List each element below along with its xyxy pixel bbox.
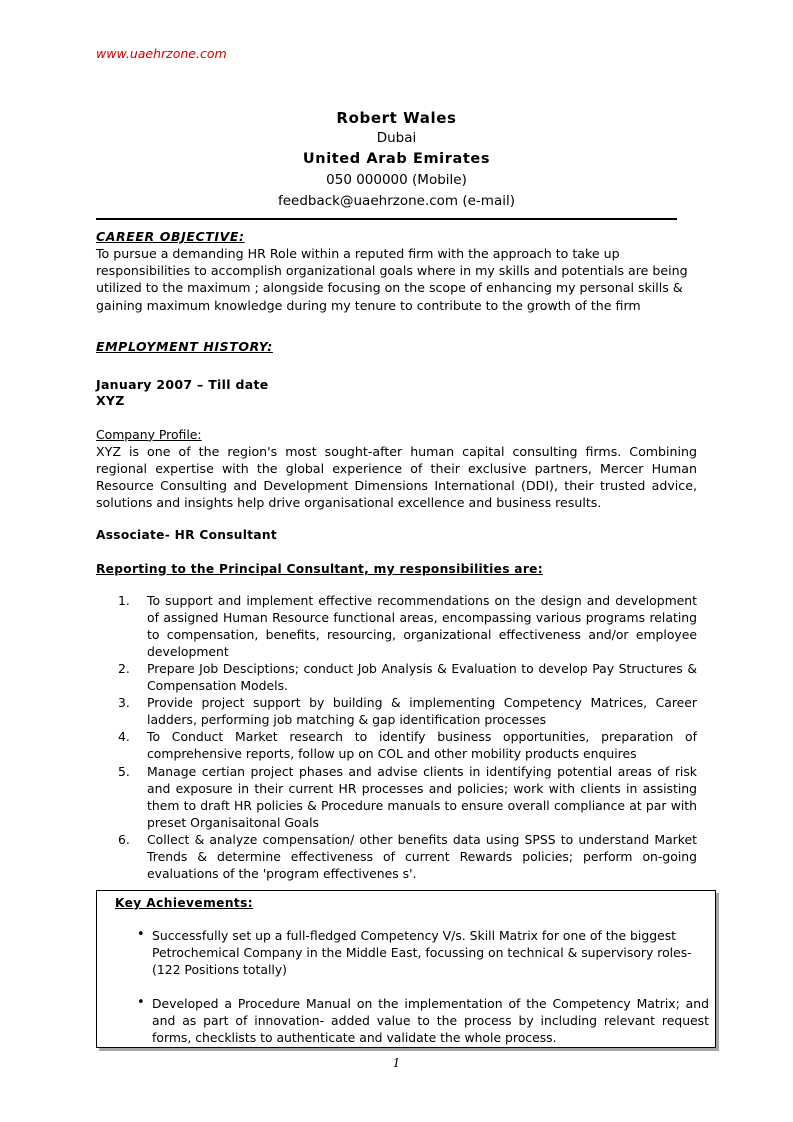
candidate-email: feedback@uaehrzone.com (e-mail) xyxy=(277,193,515,209)
candidate-country: United Arab Emirates xyxy=(302,151,491,167)
spacer xyxy=(96,355,697,377)
list-item-number: 2. xyxy=(118,661,130,676)
job-date-range: January 2007 – Till date xyxy=(96,376,269,392)
list-item xyxy=(97,927,717,978)
candidate-phone: 050 000000 (Mobile) xyxy=(326,172,467,188)
page-number: 1 xyxy=(392,1056,401,1070)
list-item xyxy=(97,995,717,1046)
reporting-heading: Reporting to the Principal Consultant, my responsibilities are: xyxy=(96,561,543,576)
list-item xyxy=(96,592,697,660)
spacer xyxy=(96,409,697,424)
list-item-number: 1. xyxy=(118,592,130,608)
list-item xyxy=(96,831,697,882)
list-item-text: Developed a Procedure Manual on the implementation of the Competency Matrix; and and as part of innovation- added value to the process by including relevant request forms, checklists to authenticate and validate the whole process. xyxy=(152,996,709,1046)
list-item-text: To Conduct Market research to identify business opportunities, preparation of comprehensive reports, follow up on COL and other mobility products enquires xyxy=(147,729,697,762)
resume-header xyxy=(96,108,697,212)
responsibilities-list xyxy=(96,592,697,883)
reporting-heading-wrap xyxy=(96,558,697,577)
key-achievements-box xyxy=(96,890,716,1048)
company-profile-label: Company Profile: xyxy=(96,426,202,442)
bullet-icon: • xyxy=(137,927,145,942)
career-objective-section xyxy=(96,226,697,245)
bullet-icon: • xyxy=(137,995,145,1011)
employment-history-heading: EMPLOYMENT HISTORY: xyxy=(96,338,273,354)
spacer xyxy=(96,543,697,558)
list-item-number: 6. xyxy=(118,831,130,847)
list-item-text: Collect & analyze compensation/ other benefits data using SPSS to understand Market Trends & determine effectiveness of current Rewards policies; perform on-going evaluations of the 'program effectivenes s'. xyxy=(147,831,697,882)
candidate-city: Dubai xyxy=(376,130,417,146)
list-item-text: To support and implement effective recommendations on the design and development of assigned Human Resource functional areas, encompassing various programs relating to compensation, benefits, resourcing, organizational effectiveness and/or employee development xyxy=(147,592,697,659)
document-body xyxy=(96,226,697,882)
list-item-text: Manage certian project phases and advise clients in identifying potential areas of risk and exposure in their current HR processes and policies; work with clients in assisting them to draft HR policies & Procedure manuals to ensure overall compliance at par with preset Organisaitonal Goals xyxy=(147,763,697,830)
spacer xyxy=(96,577,697,592)
career-objective-text: To pursue a demanding HR Role within a reputed firm with the approach to take up responsibilities to accomplish organizational goals where in my skills and potentials are being utilized to the maximum ; alongside focusing on the scope of enhancing my personal skills & gaining maximum knowledge during my tenure to contribute to the growth of the firm xyxy=(96,246,688,313)
list-item xyxy=(96,660,697,694)
list-item-number: 5. xyxy=(118,763,130,779)
list-item xyxy=(96,728,697,762)
list-item xyxy=(96,694,697,728)
spacer xyxy=(96,314,697,336)
key-achievements-list xyxy=(97,927,717,1064)
site-url-watermark: www.uaehrzone.com xyxy=(96,46,227,61)
job-company-name: XYZ xyxy=(96,392,125,408)
header-divider-rule xyxy=(96,218,677,220)
candidate-name: Robert Wales xyxy=(336,109,457,127)
list-item xyxy=(96,763,697,831)
career-objective-heading: CAREER OBJECTIVE: xyxy=(96,229,245,244)
key-achievements-title: Key Achievements: xyxy=(115,896,254,910)
role-title: Associate- HR Consultant xyxy=(96,527,278,542)
list-item-text: Provide project support by building & implementing Competency Matrices, Career ladders, performing job matching & gap identification processes xyxy=(147,695,697,728)
list-item-text: Successfully set up a full-fledged Competency V/s. Skill Matrix for one of the biggest Petrochemical Company in the Middle East, focussing on technical & supervisory roles- (122 Positions totally) xyxy=(152,928,692,978)
list-item-text: Prepare Job Desciptions; conduct Job Analysis & Evaluation to develop Pay Structures & Compensation Models. xyxy=(147,661,697,694)
company-profile-label-wrap xyxy=(96,424,697,443)
company-profile-text: XYZ is one of the region's most sought-after human capital consulting firms. Combining regional expertise with the global experience of their exclusive partners, Mercer Human Resource Consulting and Development Dimensions International (DDI), their trusted advice, solutions and insights help drive organisational excellence and business results. xyxy=(96,443,697,511)
list-item-number: 4. xyxy=(118,729,130,745)
employment-history-section xyxy=(96,336,697,355)
list-item-number: 3. xyxy=(118,695,130,711)
spacer xyxy=(96,512,697,527)
